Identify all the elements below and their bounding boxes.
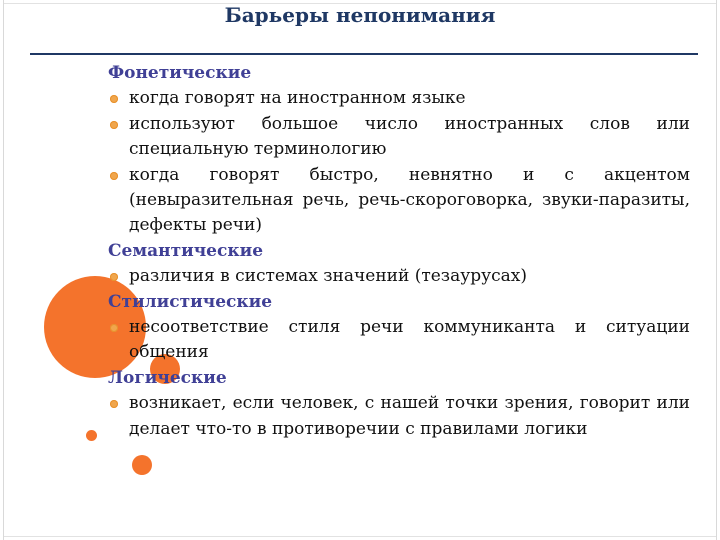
bullet-icon [110, 324, 118, 332]
slide-frame-left [3, 0, 4, 540]
decor-circle-small [132, 455, 152, 475]
list-item [108, 264, 690, 289]
section-heading-stylistic: Стилистические [108, 291, 273, 312]
list-item-text: когда говорят на иностранном языке [129, 88, 466, 109]
bullet-icon [110, 95, 118, 103]
slide-content [108, 61, 690, 442]
list-item [108, 315, 690, 366]
list-item-text: используют большое число иностранных слов или специальную терминологию [129, 113, 690, 160]
bullet-icon [110, 121, 118, 129]
list-item [108, 86, 690, 111]
slide-frame-right [716, 0, 717, 540]
list-item-text: возникает, если человек, с нашей точки зрения, говорит или делает что-то в противоречии с правилами логики [129, 393, 690, 439]
slide-title [0, 3, 720, 27]
section-heading-semantic: Семантические [108, 240, 264, 261]
decor-circle-tiny [86, 430, 97, 441]
bullet-icon [110, 400, 118, 408]
section-heading-phonetic: Фонетические [108, 63, 252, 83]
list-item-text: когда говорят быстро, невнятно и с акцентом (невыразительная речь, речь-скороговорка, звуки-паразиты, дефекты речи) [129, 164, 690, 236]
slide-title-text: Барьеры непонимания [224, 3, 496, 27]
title-underline [30, 53, 698, 55]
list-item-text: несоответствие стиля речи коммуниканта и ситуации общения [129, 317, 690, 363]
list-item-text: различия в системах значений (тезаурусах) [129, 266, 527, 287]
bullet-icon [110, 273, 118, 281]
slide-frame-bottom [4, 536, 716, 537]
list-item [108, 391, 690, 442]
section-heading-logical: Логические [108, 367, 227, 388]
list-item [108, 112, 690, 163]
list-item [108, 163, 690, 239]
bullet-icon [110, 172, 118, 180]
